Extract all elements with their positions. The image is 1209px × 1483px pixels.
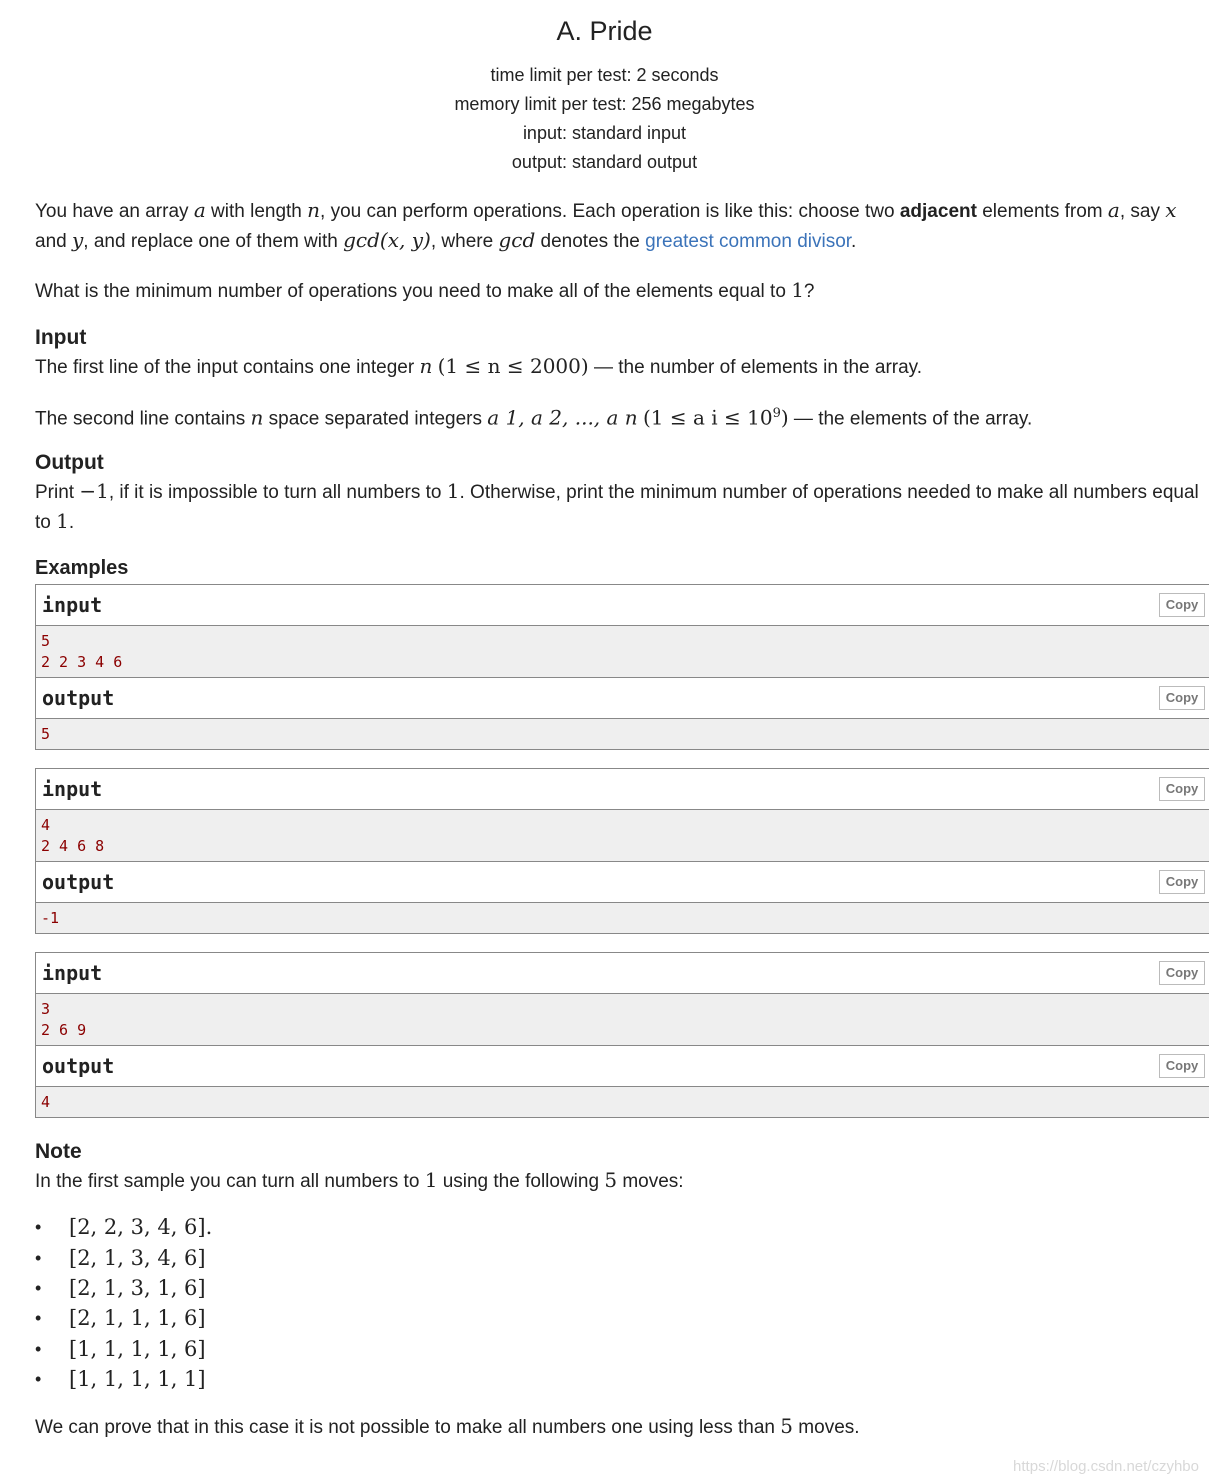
input-label: input: [42, 593, 103, 618]
watermark: https://blog.csdn.net/czyhbo: [1013, 1458, 1199, 1475]
copy-button[interactable]: Copy: [1159, 870, 1205, 894]
example-input-content: 3 2 6 9: [36, 994, 1209, 1046]
statement-paragraph-1: You have an array a with length n, you can perform operations. Each operation is like this: choose two adjacent elements from a, say x and y, and replace one of them with gcd(x, y), where gcd denotes the greatest common divisor.: [35, 198, 1177, 252]
example-input-content: 5 2 2 3 4 6: [36, 626, 1209, 678]
list-item: • [2, 1, 3, 1, 6]: [35, 1275, 206, 1300]
example-input-header: [36, 769, 1209, 810]
note-title: Note: [35, 1140, 82, 1164]
gcd-link[interactable]: greatest common divisor: [645, 231, 852, 252]
output-section-title: Output: [35, 451, 104, 475]
example-output-header: [36, 678, 1209, 719]
problem-header: [0, 0, 1209, 177]
time-limit: time limit per test: 2 seconds: [490, 65, 719, 85]
example-output-content: 4: [36, 1087, 1209, 1117]
examples-title: Examples: [35, 557, 129, 580]
copy-button[interactable]: Copy: [1159, 593, 1205, 617]
note-outro: We can prove that in this case it is not possible to make all numbers one using less than 5 moves.: [35, 1414, 860, 1439]
statement-paragraph-2: What is the minimum number of operations you need to make all of the elements equal to 1?: [35, 278, 815, 302]
copy-button[interactable]: Copy: [1159, 1054, 1205, 1078]
problem-title: A. Pride: [556, 16, 653, 46]
input-line-2: The second line contains n space separated integers a 1, a 2, ..., a n (1 ≤ a $i \le 10^9$) — the elements of the array.: [35, 405, 1033, 430]
example-1: [35, 584, 1209, 750]
input-label: input: [42, 961, 103, 986]
output-text: Print −1, if it is impossible to turn all numbers to 1. Otherwise, print the minimum number of operations needed to make all numbers equal to 1.: [35, 479, 1199, 534]
output-spec: output: standard output: [511, 152, 698, 172]
example-output-content: -1: [36, 903, 1209, 933]
example-input-header: [36, 585, 1209, 626]
input-line-1: The first line of the input contains one integer n (1 ≤ n ≤ 2000) — the number of elements in the array.: [35, 354, 923, 378]
example-2: [35, 768, 1209, 934]
note-intro: In the first sample you can turn all numbers to 1 using the following 5 moves:: [35, 1168, 684, 1193]
example-output-header: [36, 1046, 1209, 1087]
list-item: • [2, 2, 3, 4, 6].: [35, 1215, 213, 1240]
example-output-header: [36, 862, 1209, 903]
input-spec: input: standard input: [522, 123, 687, 143]
copy-button[interactable]: Copy: [1159, 961, 1205, 985]
moves-list: [35, 1212, 1199, 1394]
list-item: • [2, 1, 3, 4, 6]: [35, 1245, 206, 1270]
input-section-title: Input: [35, 326, 87, 349]
example-input-header: [36, 953, 1209, 994]
list-item: • [2, 1, 1, 1, 6]: [35, 1306, 206, 1331]
example-output-content: 5: [36, 719, 1209, 749]
bold-adjacent: adjacent: [899, 201, 977, 222]
example-3: [35, 952, 1209, 1118]
list-item: • [1, 1, 1, 1, 1]: [35, 1366, 206, 1391]
list-item: • [1, 1, 1, 1, 6]: [35, 1336, 206, 1361]
output-label: output: [42, 1054, 115, 1079]
output-label: output: [42, 870, 115, 895]
problem-content: [35, 192, 1199, 1442]
output-label: output: [42, 686, 115, 711]
input-label: input: [42, 777, 103, 802]
copy-button[interactable]: Copy: [1159, 686, 1205, 710]
copy-button[interactable]: Copy: [1159, 777, 1205, 801]
example-input-content: 4 2 4 6 8: [36, 810, 1209, 862]
memory-limit: memory limit per test: 256 megabytes: [454, 94, 755, 114]
